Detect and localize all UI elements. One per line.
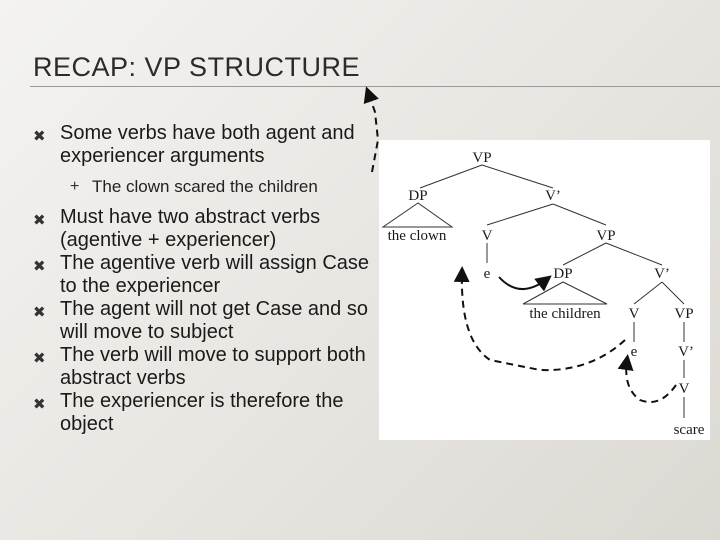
node-vp-lower: VP (596, 228, 616, 244)
movement-arrow-v-to-e (626, 360, 676, 402)
node-v-mid: V (628, 306, 640, 322)
node-dp-agent: DP (408, 188, 428, 204)
node-e-lower: e (630, 344, 638, 360)
node-e-upper: e (483, 266, 491, 282)
tree-branches (383, 165, 684, 418)
dp-agent-triangle (383, 203, 452, 227)
x-mark-icon: ✖ (33, 258, 46, 275)
node-v-upper: V (481, 228, 493, 244)
sub-bullet-text: The clown scared the children (92, 177, 318, 196)
plus-icon: + (70, 178, 80, 195)
x-mark-icon: ✖ (33, 396, 46, 413)
node-dp-experiencer: DP (553, 266, 573, 282)
x-mark-icon: ✖ (33, 128, 46, 145)
node-vbar-top: V’ (545, 188, 561, 204)
node-the-children: the children (529, 306, 601, 322)
bullet-text: Some verbs have both agent and experiencer arguments (60, 122, 355, 167)
node-scare: scare (673, 422, 705, 438)
node-v-low: V (678, 381, 690, 397)
x-mark-icon: ✖ (33, 212, 46, 229)
movement-arrow-e-to-dp (499, 277, 547, 289)
movement-arrow-dp-to-subject (368, 92, 378, 172)
node-vp-top: VP (472, 150, 492, 166)
node-vbar-mid: V’ (654, 266, 670, 282)
x-mark-icon: ✖ (33, 304, 46, 321)
node-the-clown: the clown (387, 228, 447, 244)
bullet-text: The experiencer is therefore the object (60, 390, 344, 435)
bullet-text: The verb will move to support both abstract verbs (60, 344, 366, 389)
x-mark-icon: ✖ (33, 350, 46, 367)
bullet-text: The agent will not get Case and so will move to subject (60, 298, 368, 343)
bullet-text: Must have two abstract verbs (agentive + experiencer) (60, 206, 321, 251)
bullet-text: The agentive verb will assign Case to the experiencer (60, 252, 370, 297)
node-vp-inner: VP (674, 306, 694, 322)
slide-title: RECAP: VP STRUCTURE (33, 52, 361, 82)
node-vbar-low: V’ (678, 344, 694, 360)
